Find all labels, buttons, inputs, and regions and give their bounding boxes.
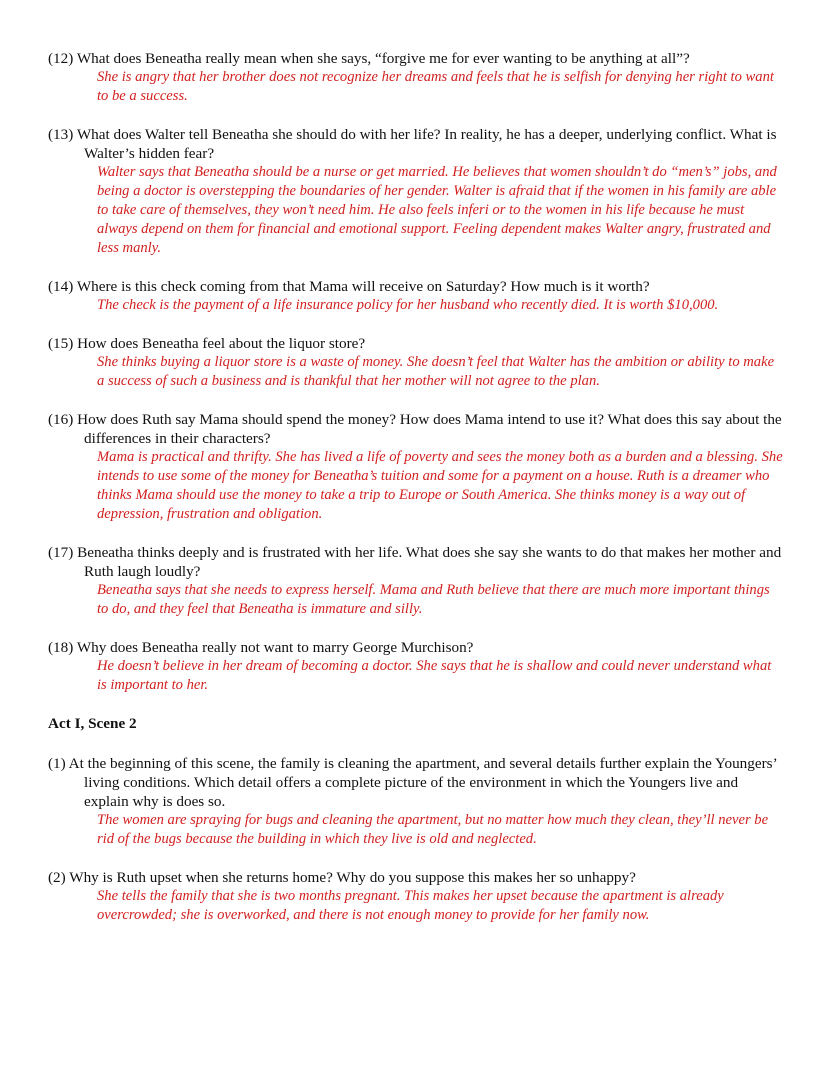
question-block-16 xyxy=(48,410,784,524)
question-text: (16) How does Ruth say Mama should spend the money? How does Mama intend to use it? What does this say about the differences in their characters? xyxy=(48,411,782,447)
question-text: (2) Why is Ruth upset when she returns home? Why do you suppose this makes her so unhappy? xyxy=(48,869,636,886)
question-block-13 xyxy=(48,125,784,258)
question-text: (17) Beneatha thinks deeply and is frustrated with her life. What does she say she wants to do that makes her mother and Ruth laugh loudly? xyxy=(48,544,782,580)
question-block-scene2-1 xyxy=(48,754,784,849)
question-text: (15) How does Beneatha feel about the liquor store? xyxy=(48,335,366,352)
section-heading: Act I, Scene 2 xyxy=(48,715,137,732)
answer-text: Walter says that Beneatha should be a nurse or get married. He believes that women shouldn’t do “men’s” jobs, and being a doctor is overstepping the boundaries of her gender. Walter is afraid that if the women in his family are able to take care of themselves, they won’t need him. He also feels inferi or to the women in his life because he must always depend on them for financial and emotional support. Feeling dependent makes Walter angry, frustrated and less manly. xyxy=(97,164,777,256)
question-block-14 xyxy=(48,277,784,315)
question-text: (12) What does Beneatha really mean when she says, “forgive me for ever wanting to be anything at all”? xyxy=(48,50,690,67)
answer-text: He doesn’t believe in her dream of becoming a doctor. She says that he is shallow and could never understand what is important to her. xyxy=(97,658,772,693)
answer-text: She is angry that her brother does not recognize her dreams and feels that he is selfish for denying her right to want to be a success. xyxy=(97,69,774,104)
answer-text: She thinks buying a liquor store is a waste of money. She doesn’t feel that Walter has the ambition or ability to make a success of such a business and is thankful that her mother will not agree to the plan. xyxy=(97,354,775,389)
answer-text: She tells the family that she is two months pregnant. This makes her upset because the apartment is already overcrowded; she is overworked, and there is not enough money to provide for her family now. xyxy=(97,888,724,923)
answer-text: Beneatha says that she needs to express herself. Mama and Ruth believe that there are much more important things to do, and they feel that Beneatha is immature and silly. xyxy=(97,582,770,617)
question-text: (13) What does Walter tell Beneatha she should do with her life? In reality, he has a deeper, underlying conflict. What is Walter’s hidden fear? xyxy=(48,126,777,162)
answer-text: The check is the payment of a life insurance policy for her husband who recently died. It is worth $10,000. xyxy=(97,297,719,313)
answer-text: The women are spraying for bugs and cleaning the apartment, but no matter how much they clean, they’ll never be rid of the bugs because the building in which they live is old and neglected. xyxy=(97,812,769,847)
question-block-scene2-2 xyxy=(48,868,784,925)
question-block-12 xyxy=(48,49,784,106)
question-text: (14) Where is this check coming from that Mama will receive on Saturday? How much is it worth? xyxy=(48,278,650,295)
question-block-18 xyxy=(48,638,784,695)
question-block-15 xyxy=(48,334,784,391)
question-text: (1) At the beginning of this scene, the family is cleaning the apartment, and several details further explain the Youngers’ living conditions. Which detail offers a complete picture of the environment in which the Youngers live and explain why is does so. xyxy=(48,755,777,810)
question-text: (18) Why does Beneatha really not want to marry George Murchison? xyxy=(48,639,474,656)
question-block-17 xyxy=(48,543,784,619)
answer-text: Mama is practical and thrifty. She has lived a life of poverty and sees the money both as a burden and a blessing. She intends to use some of the money for Beneatha’s tuition and some for a payment on a house. Ruth is a dreamer who thinks Mama should use the money to take a trip to Europe or South America. She thinks money is a way out of depression, frustration and obligation. xyxy=(97,449,783,522)
